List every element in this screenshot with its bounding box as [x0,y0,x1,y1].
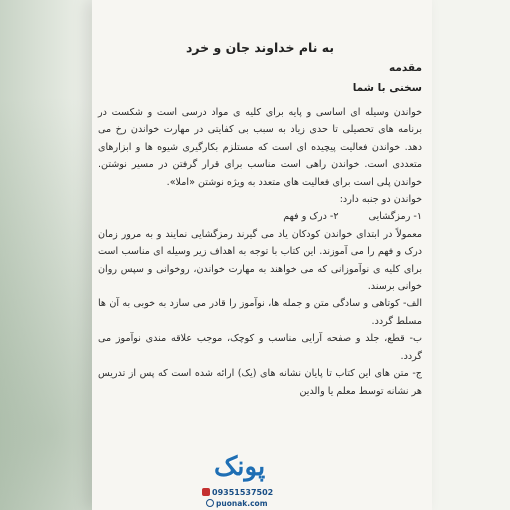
paragraph-intro: خواندن وسیله ای اساسی و پایه برای کلیه ی مواد درسی است و شکست در برنامه های تحصیلی تا حدی زیاد به سبب بی کفایتی در مهارت خواندن رخ می دهد. خواندن فعالیت پیچیده ای است که مستلزم بکارگیری شیوه ها و ابزارهای متعددی است. خواندن راهی است مناسب برای قرار گرفتن در مسیر نوشتن. خواندن پلی است برای فعالیت های متعدد به ویژه نوشتن «املا». [98,107,422,188]
watermark-site-row [206,499,268,508]
aspect-list [98,208,422,225]
list-item: ۲- درک و فهم [283,211,339,223]
section-heading: مقدمه [389,62,422,74]
watermark-site: puonak.com [216,499,268,508]
watermark-phone-row [202,488,273,497]
lettered-item: الف- کوتاهی و سادگی متن و جمله ها، نوآموز را قادر می سازد به خوبی به آن ها مسلط گردد. [98,298,422,327]
lettered-item: ج- متن های این کتاب تا پایان نشانه های (یک) ارائه شده است که پس از تدریس هر نشانه توسط معلم یا والدین [98,368,422,397]
globe-icon [206,499,214,507]
sub-heading: سخنی با شما [352,82,422,94]
body-text [98,104,422,400]
list-item: ۱- رمزگشایی [368,211,422,223]
watermark-phone: 09351537502 [212,488,274,497]
watermark-logo [200,452,286,510]
book-page [92,0,432,510]
page-title: به نام خداوند جان و خرد [185,40,335,55]
lettered-item: ب- قطع، جلد و صفحه آرایی مناسب و کوچک، موجب علاقه مندی نوآموز می گردد. [98,333,422,362]
watermark-brand: پونک [214,452,266,482]
paragraph-after: معمولاً در ابتدای خواندن کودکان یاد می گیرند رمزگشایی نمایند و به مرور زمان درک و فهم را می آموزند. این کتاب با توجه به اهداف زیر وسیله ای مناسب است برای کلیه ی نوآموزانی که می خواهند به مهارت خواندن، روخوانی و سپس روان خوانی برسند. [98,228,422,293]
phone-icon [202,488,210,496]
paragraph-aspects: خواندن دو جنبه دارد: [339,194,422,206]
